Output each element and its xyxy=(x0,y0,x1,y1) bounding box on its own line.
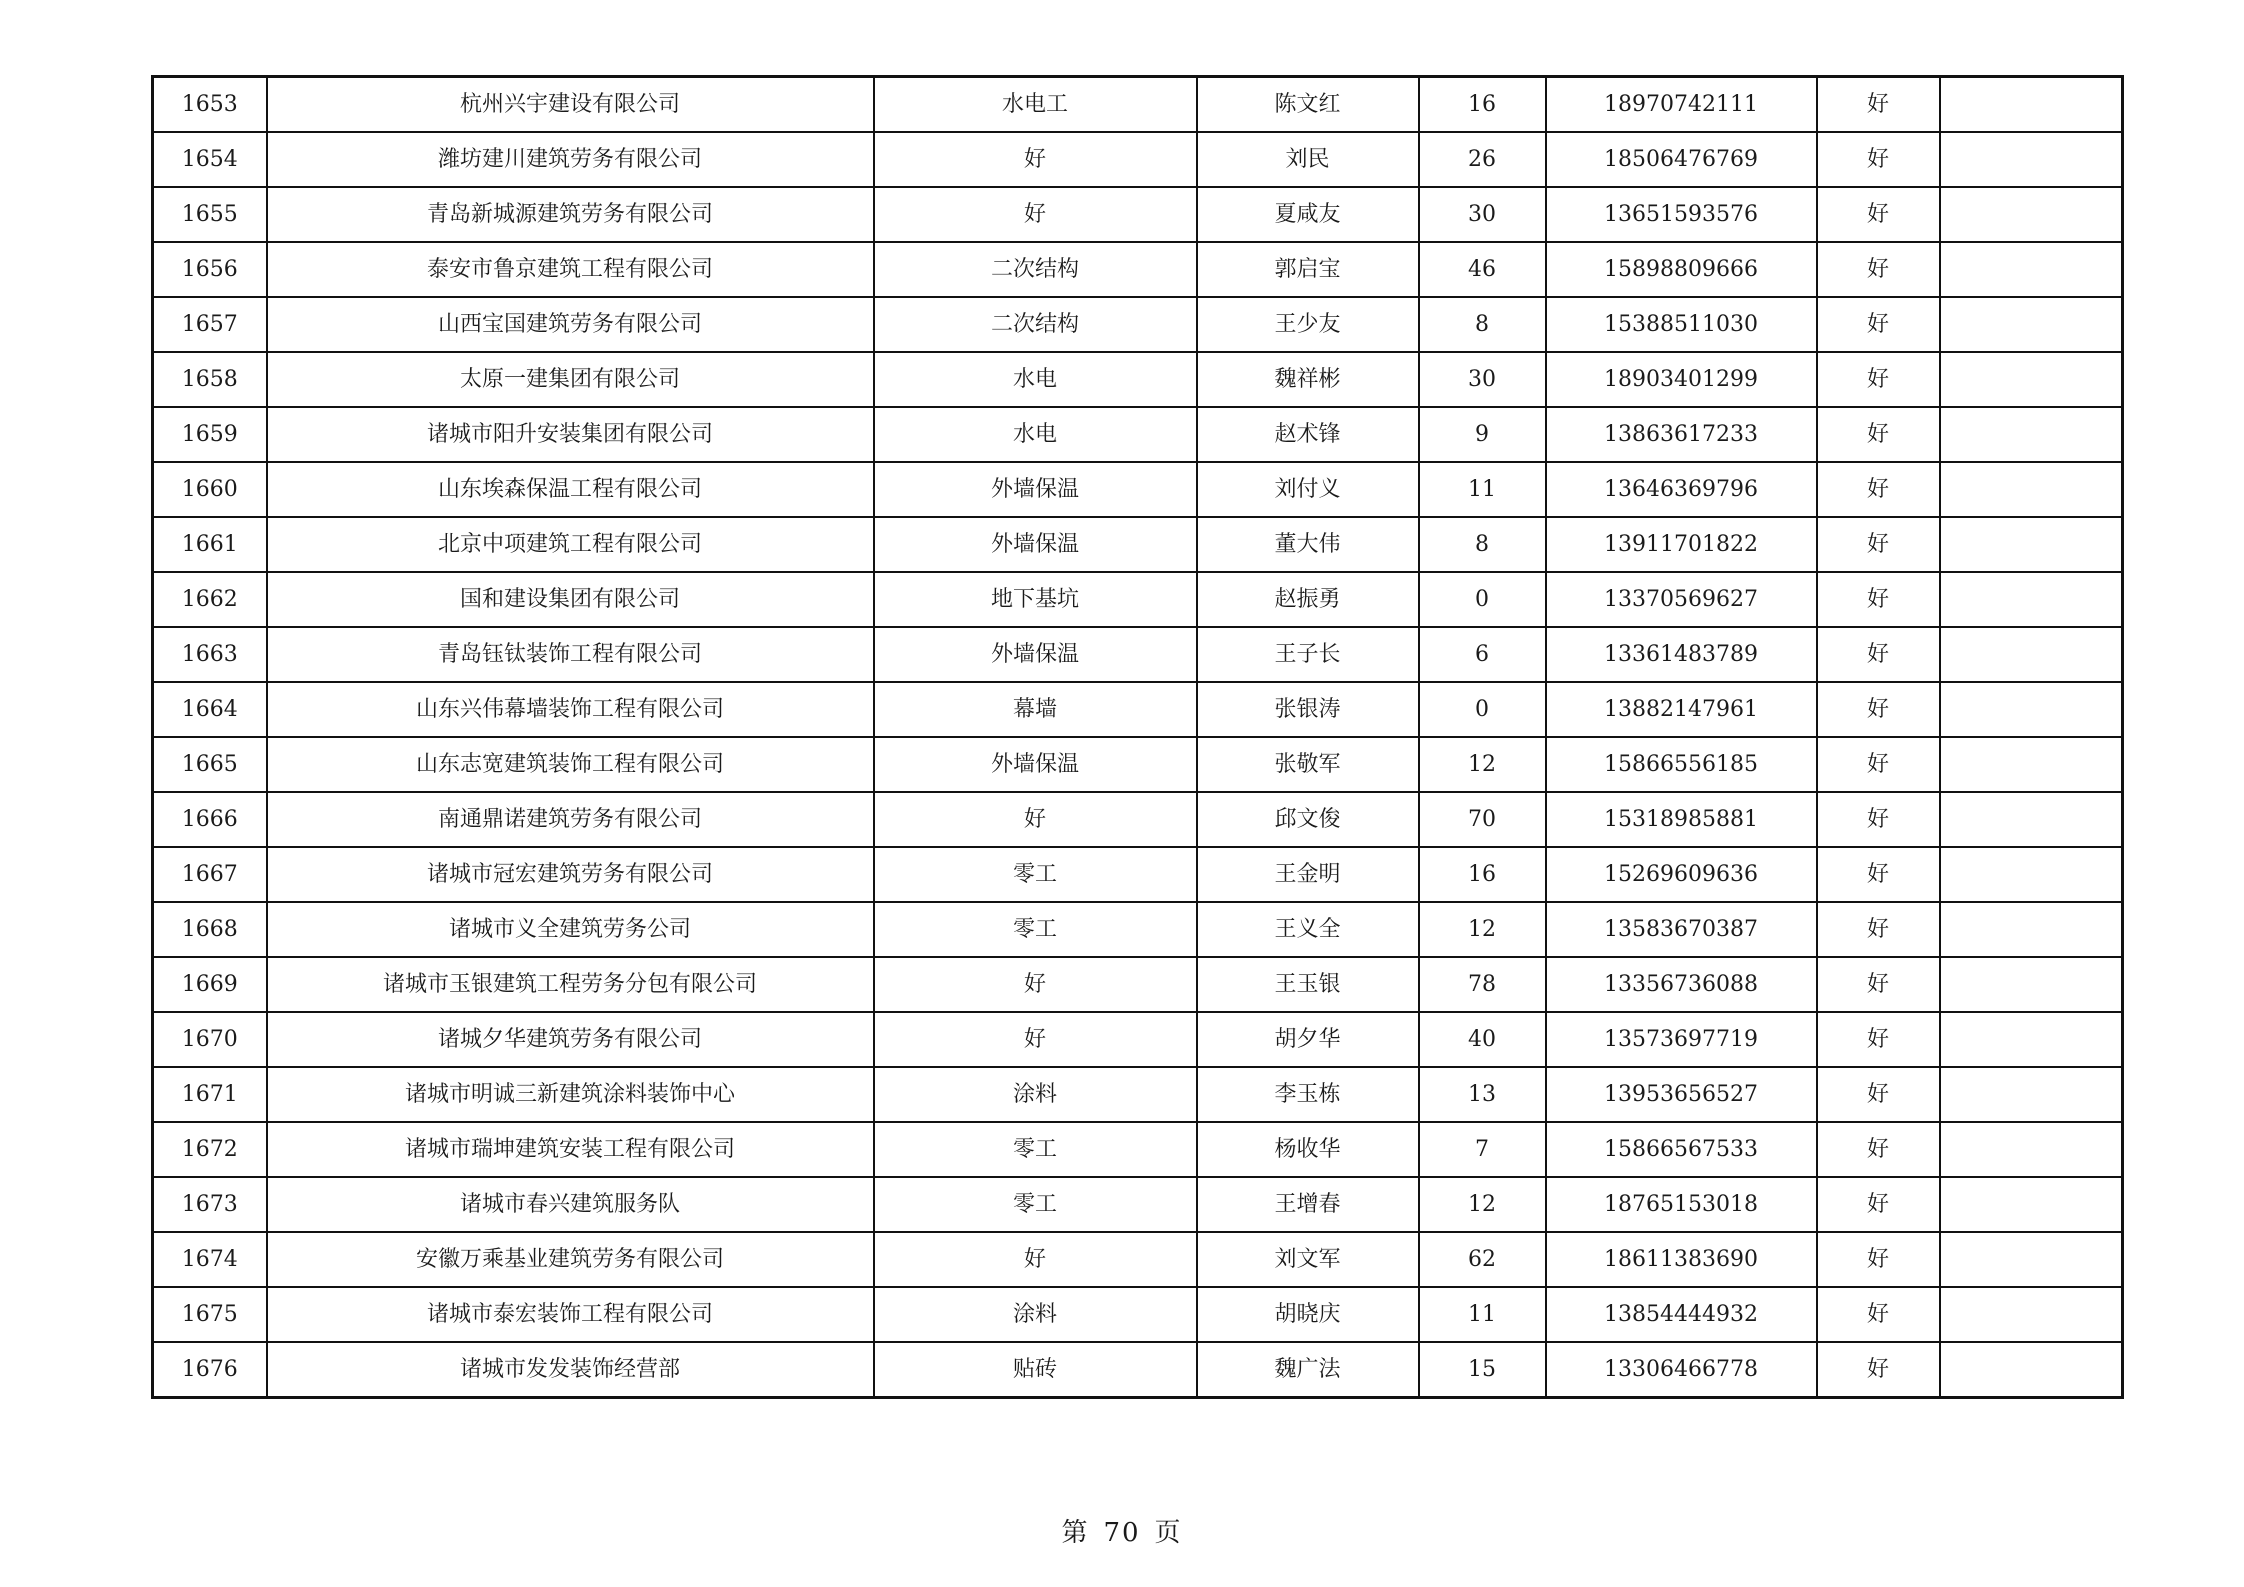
phone-cell: 15866567533 xyxy=(1546,1122,1817,1177)
serial-cell: 1670 xyxy=(153,1012,267,1067)
remark-cell xyxy=(1940,187,2123,242)
table-body xyxy=(153,77,2123,1398)
count-cell: 30 xyxy=(1419,352,1546,407)
table-row xyxy=(153,77,2123,133)
rating-cell: 好 xyxy=(1817,627,1940,682)
trade-cell: 二次结构 xyxy=(874,242,1197,297)
page-label-prefix: 第 xyxy=(1061,1518,1090,1548)
count-cell: 62 xyxy=(1419,1232,1546,1287)
phone-cell: 18970742111 xyxy=(1546,77,1817,133)
serial-cell: 1662 xyxy=(153,572,267,627)
table-row xyxy=(153,352,2123,407)
trade-cell: 零工 xyxy=(874,1122,1197,1177)
phone-cell: 18903401299 xyxy=(1546,352,1817,407)
count-cell: 11 xyxy=(1419,1287,1546,1342)
trade-cell: 好 xyxy=(874,1012,1197,1067)
contact-cell: 王增春 xyxy=(1197,1177,1419,1232)
page-label-suffix: 页 xyxy=(1154,1518,1183,1548)
count-cell: 8 xyxy=(1419,297,1546,352)
remark-cell xyxy=(1940,462,2123,517)
table-row xyxy=(153,737,2123,792)
company-cell: 诸城市玉银建筑工程劳务分包有限公司 xyxy=(267,957,874,1012)
serial-cell: 1665 xyxy=(153,737,267,792)
contact-cell: 刘文军 xyxy=(1197,1232,1419,1287)
serial-cell: 1672 xyxy=(153,1122,267,1177)
company-cell: 诸城市冠宏建筑劳务有限公司 xyxy=(267,847,874,902)
trade-cell: 外墙保温 xyxy=(874,737,1197,792)
contact-cell: 王金明 xyxy=(1197,847,1419,902)
company-cell: 诸城市明诚三新建筑涂料装饰中心 xyxy=(267,1067,874,1122)
company-cell: 泰安市鲁京建筑工程有限公司 xyxy=(267,242,874,297)
serial-cell: 1654 xyxy=(153,132,267,187)
count-cell: 30 xyxy=(1419,187,1546,242)
contact-cell: 董大伟 xyxy=(1197,517,1419,572)
count-cell: 11 xyxy=(1419,462,1546,517)
serial-cell: 1671 xyxy=(153,1067,267,1122)
rating-cell: 好 xyxy=(1817,682,1940,737)
company-cell: 诸城市瑞坤建筑安装工程有限公司 xyxy=(267,1122,874,1177)
remark-cell xyxy=(1940,1012,2123,1067)
company-cell: 山西宝国建筑劳务有限公司 xyxy=(267,297,874,352)
rating-cell: 好 xyxy=(1817,1067,1940,1122)
company-cell: 山东志宽建筑装饰工程有限公司 xyxy=(267,737,874,792)
contact-cell: 王玉银 xyxy=(1197,957,1419,1012)
table-row xyxy=(153,1287,2123,1342)
remark-cell xyxy=(1940,682,2123,737)
table-row xyxy=(153,627,2123,682)
contact-cell: 魏祥彬 xyxy=(1197,352,1419,407)
company-cell: 潍坊建川建筑劳务有限公司 xyxy=(267,132,874,187)
company-cell: 青岛新城源建筑劳务有限公司 xyxy=(267,187,874,242)
table-row xyxy=(153,462,2123,517)
rating-cell: 好 xyxy=(1817,297,1940,352)
phone-cell: 18611383690 xyxy=(1546,1232,1817,1287)
trade-cell: 外墙保温 xyxy=(874,462,1197,517)
remark-cell xyxy=(1940,957,2123,1012)
page-number: 70 xyxy=(1103,1518,1141,1548)
company-cell: 南通鼎诺建筑劳务有限公司 xyxy=(267,792,874,847)
phone-cell: 13306466778 xyxy=(1546,1342,1817,1398)
remark-cell xyxy=(1940,132,2123,187)
contact-cell: 胡夕华 xyxy=(1197,1012,1419,1067)
table-row xyxy=(153,1232,2123,1287)
serial-cell: 1676 xyxy=(153,1342,267,1398)
rating-cell: 好 xyxy=(1817,792,1940,847)
remark-cell xyxy=(1940,1177,2123,1232)
table-row xyxy=(153,242,2123,297)
serial-cell: 1658 xyxy=(153,352,267,407)
contact-cell: 杨收华 xyxy=(1197,1122,1419,1177)
remark-cell xyxy=(1940,572,2123,627)
table-row xyxy=(153,902,2123,957)
contact-cell: 王少友 xyxy=(1197,297,1419,352)
contact-cell: 李玉栋 xyxy=(1197,1067,1419,1122)
serial-cell: 1675 xyxy=(153,1287,267,1342)
serial-cell: 1656 xyxy=(153,242,267,297)
company-cell: 诸城市阳升安装集团有限公司 xyxy=(267,407,874,462)
phone-cell: 13646369796 xyxy=(1546,462,1817,517)
trade-cell: 好 xyxy=(874,792,1197,847)
rating-cell: 好 xyxy=(1817,1122,1940,1177)
company-cell: 诸城市发发装饰经营部 xyxy=(267,1342,874,1398)
remark-cell xyxy=(1940,1342,2123,1398)
contact-cell: 张银涛 xyxy=(1197,682,1419,737)
rating-cell: 好 xyxy=(1817,462,1940,517)
phone-cell: 15866556185 xyxy=(1546,737,1817,792)
company-cell: 山东埃森保温工程有限公司 xyxy=(267,462,874,517)
trade-cell: 好 xyxy=(874,957,1197,1012)
table-row xyxy=(153,572,2123,627)
count-cell: 46 xyxy=(1419,242,1546,297)
phone-cell: 13361483789 xyxy=(1546,627,1817,682)
page-footer xyxy=(0,1512,2244,1549)
rating-cell: 好 xyxy=(1817,847,1940,902)
trade-cell: 贴砖 xyxy=(874,1342,1197,1398)
remark-cell xyxy=(1940,242,2123,297)
serial-cell: 1653 xyxy=(153,77,267,133)
remark-cell xyxy=(1940,77,2123,133)
count-cell: 9 xyxy=(1419,407,1546,462)
rating-cell: 好 xyxy=(1817,407,1940,462)
company-cell: 国和建设集团有限公司 xyxy=(267,572,874,627)
serial-cell: 1674 xyxy=(153,1232,267,1287)
table-row xyxy=(153,407,2123,462)
table-row xyxy=(153,187,2123,242)
phone-cell: 13573697719 xyxy=(1546,1012,1817,1067)
table-row xyxy=(153,517,2123,572)
count-cell: 12 xyxy=(1419,737,1546,792)
serial-cell: 1659 xyxy=(153,407,267,462)
phone-cell: 15318985881 xyxy=(1546,792,1817,847)
count-cell: 6 xyxy=(1419,627,1546,682)
company-cell: 山东兴伟幕墙装饰工程有限公司 xyxy=(267,682,874,737)
phone-cell: 13882147961 xyxy=(1546,682,1817,737)
count-cell: 40 xyxy=(1419,1012,1546,1067)
table-row xyxy=(153,297,2123,352)
count-cell: 78 xyxy=(1419,957,1546,1012)
contact-cell: 胡晓庆 xyxy=(1197,1287,1419,1342)
serial-cell: 1664 xyxy=(153,682,267,737)
serial-cell: 1667 xyxy=(153,847,267,902)
company-cell: 诸城夕华建筑劳务有限公司 xyxy=(267,1012,874,1067)
serial-cell: 1668 xyxy=(153,902,267,957)
remark-cell xyxy=(1940,902,2123,957)
contact-cell: 陈文红 xyxy=(1197,77,1419,133)
rating-cell: 好 xyxy=(1817,352,1940,407)
table-row xyxy=(153,847,2123,902)
count-cell: 8 xyxy=(1419,517,1546,572)
remark-cell xyxy=(1940,1122,2123,1177)
contact-cell: 郭启宝 xyxy=(1197,242,1419,297)
count-cell: 0 xyxy=(1419,572,1546,627)
rating-cell: 好 xyxy=(1817,517,1940,572)
phone-cell: 13583670387 xyxy=(1546,902,1817,957)
trade-cell: 涂料 xyxy=(874,1067,1197,1122)
serial-cell: 1669 xyxy=(153,957,267,1012)
trade-cell: 好 xyxy=(874,132,1197,187)
count-cell: 12 xyxy=(1419,902,1546,957)
rating-cell: 好 xyxy=(1817,737,1940,792)
phone-cell: 15269609636 xyxy=(1546,847,1817,902)
remark-cell xyxy=(1940,297,2123,352)
phone-cell: 13356736088 xyxy=(1546,957,1817,1012)
company-cell: 杭州兴宇建设有限公司 xyxy=(267,77,874,133)
count-cell: 12 xyxy=(1419,1177,1546,1232)
count-cell: 70 xyxy=(1419,792,1546,847)
trade-cell: 水电工 xyxy=(874,77,1197,133)
trade-cell: 好 xyxy=(874,1232,1197,1287)
remark-cell xyxy=(1940,737,2123,792)
phone-cell: 13953656527 xyxy=(1546,1067,1817,1122)
trade-cell: 地下基坑 xyxy=(874,572,1197,627)
table-row xyxy=(153,1122,2123,1177)
contact-cell: 赵振勇 xyxy=(1197,572,1419,627)
trade-cell: 涂料 xyxy=(874,1287,1197,1342)
trade-cell: 好 xyxy=(874,187,1197,242)
serial-cell: 1673 xyxy=(153,1177,267,1232)
company-cell: 安徽万乘基业建筑劳务有限公司 xyxy=(267,1232,874,1287)
serial-cell: 1661 xyxy=(153,517,267,572)
count-cell: 16 xyxy=(1419,847,1546,902)
remark-cell xyxy=(1940,352,2123,407)
serial-cell: 1666 xyxy=(153,792,267,847)
remark-cell xyxy=(1940,847,2123,902)
rating-cell: 好 xyxy=(1817,1177,1940,1232)
table-row xyxy=(153,792,2123,847)
contact-cell: 刘付义 xyxy=(1197,462,1419,517)
serial-cell: 1660 xyxy=(153,462,267,517)
rating-cell: 好 xyxy=(1817,1012,1940,1067)
remark-cell xyxy=(1940,1232,2123,1287)
phone-cell: 13863617233 xyxy=(1546,407,1817,462)
trade-cell: 零工 xyxy=(874,902,1197,957)
contact-cell: 张敬军 xyxy=(1197,737,1419,792)
contact-cell: 魏广法 xyxy=(1197,1342,1419,1398)
rating-cell: 好 xyxy=(1817,572,1940,627)
phone-cell: 13651593576 xyxy=(1546,187,1817,242)
remark-cell xyxy=(1940,627,2123,682)
table-row xyxy=(153,1342,2123,1398)
count-cell: 26 xyxy=(1419,132,1546,187)
contact-cell: 夏咸友 xyxy=(1197,187,1419,242)
contact-cell: 刘民 xyxy=(1197,132,1419,187)
table-row xyxy=(153,132,2123,187)
trade-cell: 零工 xyxy=(874,1177,1197,1232)
serial-cell: 1657 xyxy=(153,297,267,352)
remark-cell xyxy=(1940,792,2123,847)
phone-cell: 18765153018 xyxy=(1546,1177,1817,1232)
trade-cell: 幕墙 xyxy=(874,682,1197,737)
contact-cell: 邱文俊 xyxy=(1197,792,1419,847)
rating-cell: 好 xyxy=(1817,1287,1940,1342)
trade-cell: 外墙保温 xyxy=(874,627,1197,682)
contact-cell: 王子长 xyxy=(1197,627,1419,682)
trade-cell: 水电 xyxy=(874,352,1197,407)
count-cell: 15 xyxy=(1419,1342,1546,1398)
table-row xyxy=(153,1012,2123,1067)
remark-cell xyxy=(1940,1287,2123,1342)
contact-cell: 王义全 xyxy=(1197,902,1419,957)
rating-cell: 好 xyxy=(1817,242,1940,297)
company-cell: 诸城市泰宏装饰工程有限公司 xyxy=(267,1287,874,1342)
count-cell: 0 xyxy=(1419,682,1546,737)
trade-cell: 零工 xyxy=(874,847,1197,902)
serial-cell: 1655 xyxy=(153,187,267,242)
phone-cell: 18506476769 xyxy=(1546,132,1817,187)
contractor-table xyxy=(151,75,2124,1399)
rating-cell: 好 xyxy=(1817,957,1940,1012)
count-cell: 16 xyxy=(1419,77,1546,133)
table-row xyxy=(153,682,2123,737)
rating-cell: 好 xyxy=(1817,187,1940,242)
company-cell: 北京中项建筑工程有限公司 xyxy=(267,517,874,572)
table-row xyxy=(153,1067,2123,1122)
rating-cell: 好 xyxy=(1817,1232,1940,1287)
trade-cell: 外墙保温 xyxy=(874,517,1197,572)
phone-cell: 15898809666 xyxy=(1546,242,1817,297)
company-cell: 诸城市义全建筑劳务公司 xyxy=(267,902,874,957)
remark-cell xyxy=(1940,517,2123,572)
table-row xyxy=(153,957,2123,1012)
trade-cell: 水电 xyxy=(874,407,1197,462)
rating-cell: 好 xyxy=(1817,77,1940,133)
phone-cell: 13911701822 xyxy=(1546,517,1817,572)
company-cell: 诸城市春兴建筑服务队 xyxy=(267,1177,874,1232)
count-cell: 13 xyxy=(1419,1067,1546,1122)
rating-cell: 好 xyxy=(1817,132,1940,187)
count-cell: 7 xyxy=(1419,1122,1546,1177)
phone-cell: 13854444932 xyxy=(1546,1287,1817,1342)
rating-cell: 好 xyxy=(1817,902,1940,957)
company-cell: 青岛钰钛装饰工程有限公司 xyxy=(267,627,874,682)
remark-cell xyxy=(1940,1067,2123,1122)
phone-cell: 15388511030 xyxy=(1546,297,1817,352)
serial-cell: 1663 xyxy=(153,627,267,682)
remark-cell xyxy=(1940,407,2123,462)
table-row xyxy=(153,1177,2123,1232)
contact-cell: 赵术锋 xyxy=(1197,407,1419,462)
rating-cell: 好 xyxy=(1817,1342,1940,1398)
phone-cell: 13370569627 xyxy=(1546,572,1817,627)
company-cell: 太原一建集团有限公司 xyxy=(267,352,874,407)
trade-cell: 二次结构 xyxy=(874,297,1197,352)
